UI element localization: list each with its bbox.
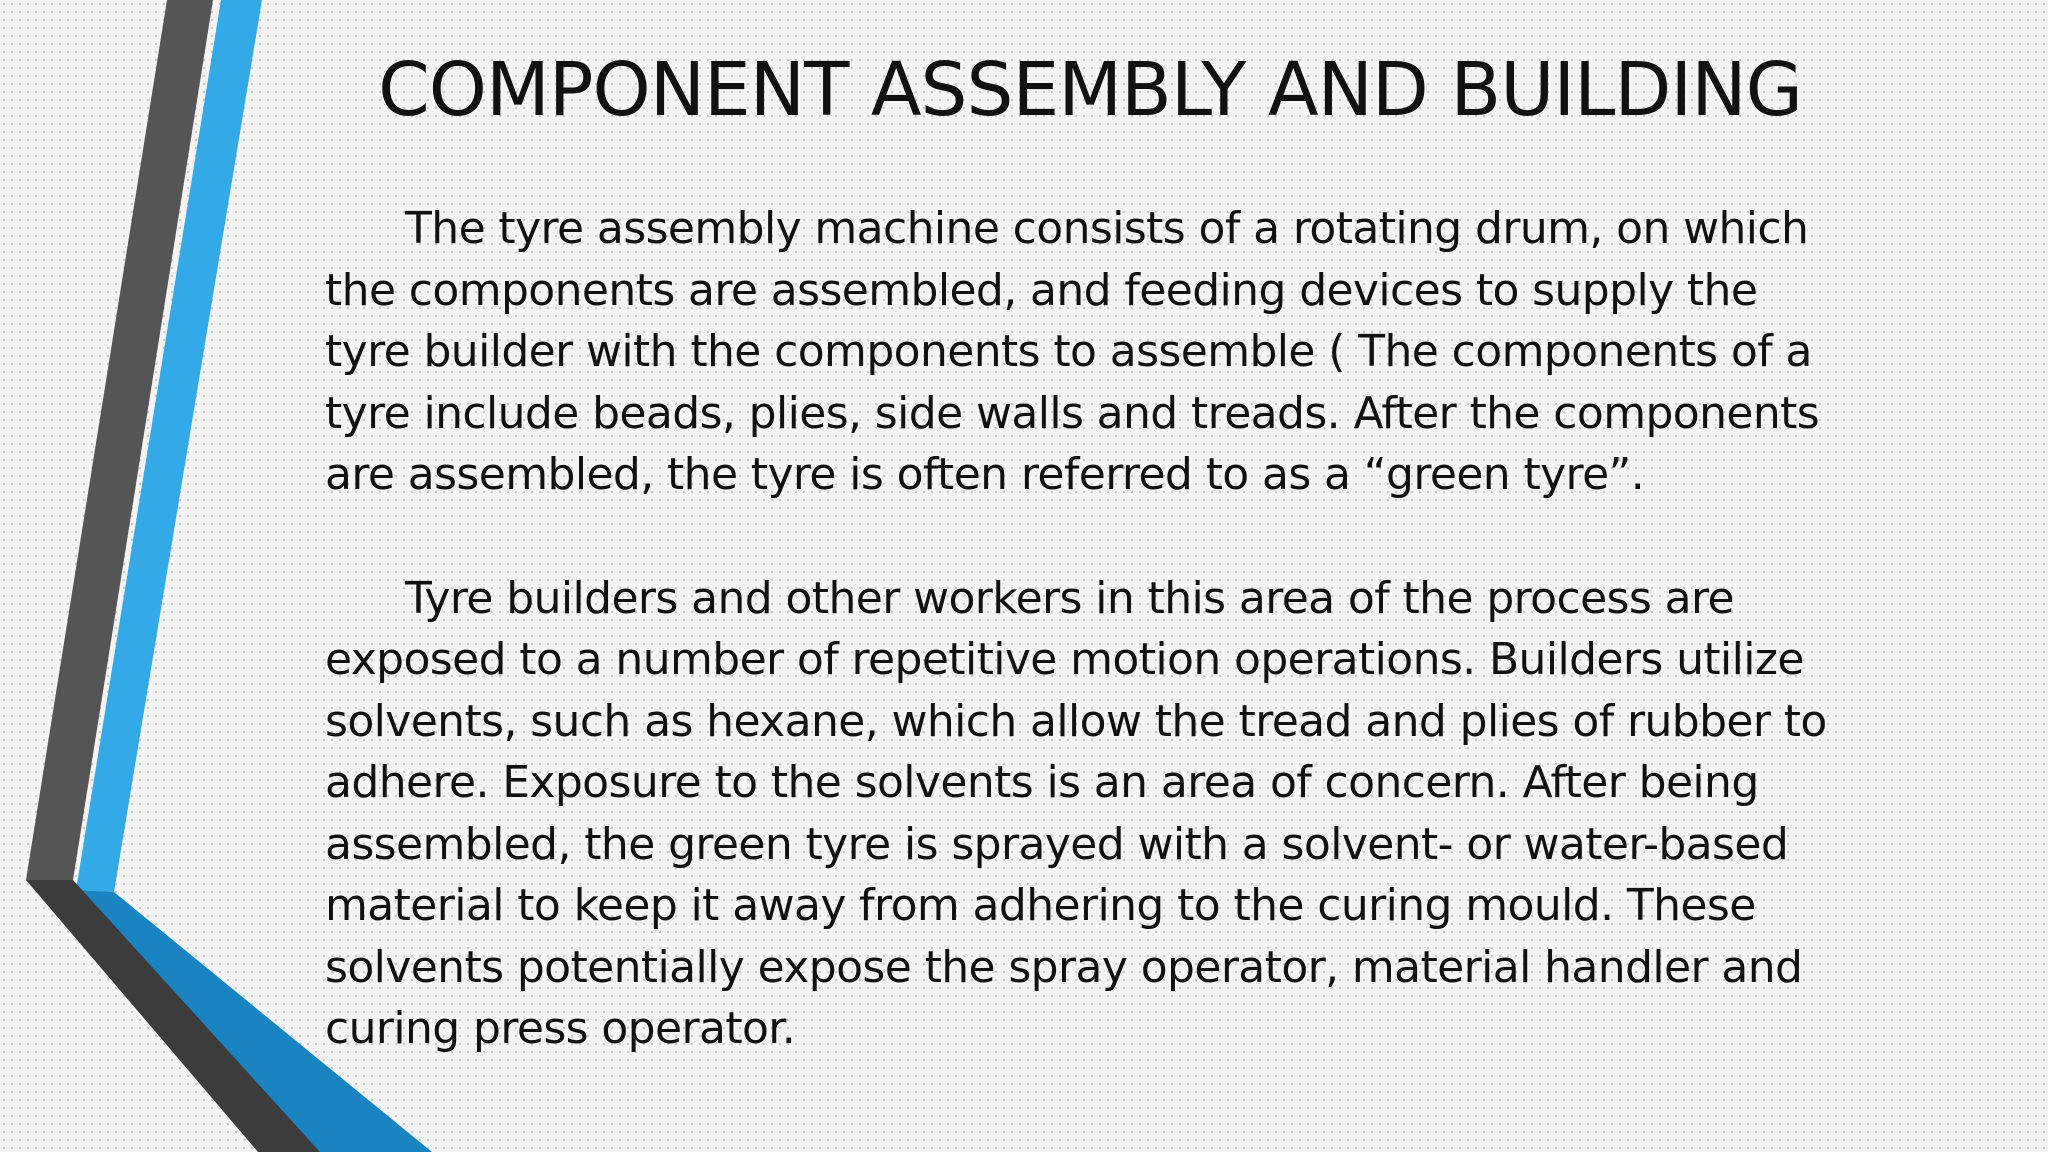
paragraph-assembly-machine: The tyre assembly machine consists of a rotating drum, on which the components are assembled, and feeding devices to supply the tyre builder with the components to assemble ( The components of a tyre include beads, plies, side walls and treads. After the components are assembled, the tyre is often referred to as a “green tyre”. — [325, 203, 1820, 500]
slide-title: COMPONENT ASSEMBLY AND BUILDING — [378, 47, 1802, 133]
paragraph-worker-exposure: Tyre builders and other workers in this area of the process are exposed to a number of repetitive motion operations. Builders utilize solvents, such as hexane, which allow the tread and plies of rubber to adhere. Exposure to the solvents is an area of concern. After being assembled, the green tyre is sprayed with a solvent- or water-based material to keep it away from adhering to the curing mould. These solvents potentially expose the spray operator, material handler and curing press operator. — [325, 572, 1827, 1054]
dark-stripe-lower — [26, 880, 320, 1152]
slide-body — [325, 198, 1845, 1060]
